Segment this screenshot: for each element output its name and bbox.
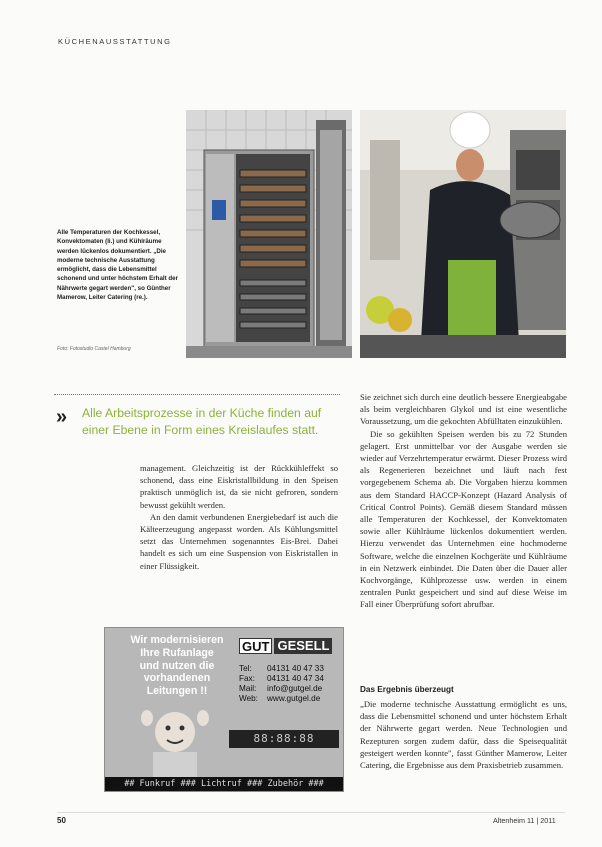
article-column-right-end <box>360 698 567 771</box>
ad-headline <box>119 634 235 698</box>
contact-label: Mail: <box>239 684 257 693</box>
magazine-issue: Altenheim 11 | 2011 <box>493 816 556 825</box>
child-illustration <box>135 698 215 778</box>
figure-caption: Alle Temperaturen der Kochkessel, Konvektomaten (li.) und Kühlräume werden lückenlos dokumentiert. „Die moderne technische Ausstattung ermöglicht, dass die Lebensmittel schonend und unter höchstem Erhalt der Nährwerte gegart werden", so Günther Mamerow, Leiter Catering (re.). <box>57 229 179 302</box>
oven-photo <box>186 110 352 358</box>
contact-value: www.gutgel.de <box>267 694 321 703</box>
ad-headline-line: vorhandenen <box>143 672 211 685</box>
pullquote-rule <box>54 394 340 395</box>
page-number: 50 <box>57 816 66 825</box>
pullquote: Alle Arbeitsprozesse in der Küche finden auf einer Ebene in Form eines Kreislaufes statt. <box>82 406 322 437</box>
contact-value: 04131 40 47 33 <box>267 664 324 673</box>
ad-headline-line: und nutzen die <box>139 659 215 672</box>
subheading: Das Ergebnis überzeugt <box>360 685 454 694</box>
ad-headline-line: Wir modernisieren <box>130 634 224 646</box>
contact-row <box>239 674 324 684</box>
contact-value: info@gutgel.de <box>267 684 323 693</box>
contact-row <box>239 694 324 704</box>
contact-label: Tel: <box>239 664 252 673</box>
logo-gesell: GESELL <box>274 638 332 654</box>
chef-photo <box>360 110 566 358</box>
ad-led-display: 88:88:88 <box>229 730 339 748</box>
article-column-left <box>140 462 338 572</box>
article-column-right <box>360 391 567 611</box>
advertisement <box>104 627 344 792</box>
quote-mark-icon: » <box>56 406 65 428</box>
paragraph: management. Gleichzeitig ist der Rückkühleffekt so schonend, dass eine Eiskristallbildung in den Speisen praktisch unmöglich ist, da sie nicht gefroren, sondern bewusst gekühlt werden. <box>140 463 338 510</box>
ad-headline-line: Leitungen !! <box>146 685 208 698</box>
contact-label: Web: <box>239 694 258 703</box>
footer-divider <box>57 812 565 813</box>
contact-label: Fax: <box>239 674 255 683</box>
contact-row <box>239 664 324 674</box>
paragraph: Sie zeichnet sich durch eine deutlich bessere Energieabgabe als beim vergleichbaren Glykol und ist eine wesentliche Voraussetzung, um die gekochten Abfülltaten einzukühlen. <box>360 392 567 427</box>
ad-contact <box>239 664 324 704</box>
ad-ticker: ## Funkruf ### Lichtruf ### Zubehör ### <box>105 777 343 791</box>
photo-credit: Foto: Fotostudio Castel Hamburg <box>57 346 131 352</box>
contact-row <box>239 684 324 694</box>
logo-gut: GUT <box>239 638 272 654</box>
paragraph: Die so gekühlten Speisen werden bis zu 72 Stunden gelagert. Erst unmittelbar vor der Ausgabe werden sie wieder auf Verzehrtemperatur erwärmt. Dieser Prozess wird als Regenerieren bezeichnet und läuft nach fest vorgegebenem Schema ab. Die Vorgaben hierzu kommen aus dem Standard HACCP-Konzept (Hazard Analysis of Critical Control Points). Gemäß diesem Standard müssen alle Temperaturen der Kochkessel, der Konvektomaten sowie aller Kühlräume lückenlos dokumentiert werden. Hierzu verwendet das Unternehmen eine hochmoderne Software, welche die einzelnen Kochgeräte und Kühlräume in ein Netzwerk einbindet. Die Daten über die Dauer aller Kochvorgänge, Kühlprozesse usw. werden in einem zentralen Punkt gespeichert und sind auf diese Weise im Fall einer Überprüfung sofort abrufbar. <box>360 428 567 610</box>
paragraph: An den damit verbundenen Energiebedarf ist auch die Kälteerzeugung angepasst worden. Als Kühlungsmittel setzt das Unternehmen sogenanntes Eis-Brei. Dabei handelt es sich um eine Suspension von Eiskristallen in einer Flüssigkeit. <box>140 511 338 571</box>
contact-value: 04131 40 47 34 <box>267 674 324 683</box>
section-tag: KÜCHENAUSSTATTUNG <box>58 37 172 46</box>
paragraph: „Die moderne technische Ausstattung ermöglicht es uns, dass die Lebensmittel schonend und unter höchstem Erhalt der Nährwerte gegart werden. Neue Technologien und Rezepturen sorgen zudem dafür, dass die Speisequalität gesteigert werden konnte", fasst Günther Mamerow, Leiter Catering, die Ergebnisse aus dem Praxisbetrieb zusammen. <box>360 699 567 771</box>
gutgesell-logo <box>239 638 339 654</box>
ad-headline-line: Ihre Rufanlage <box>140 646 214 659</box>
